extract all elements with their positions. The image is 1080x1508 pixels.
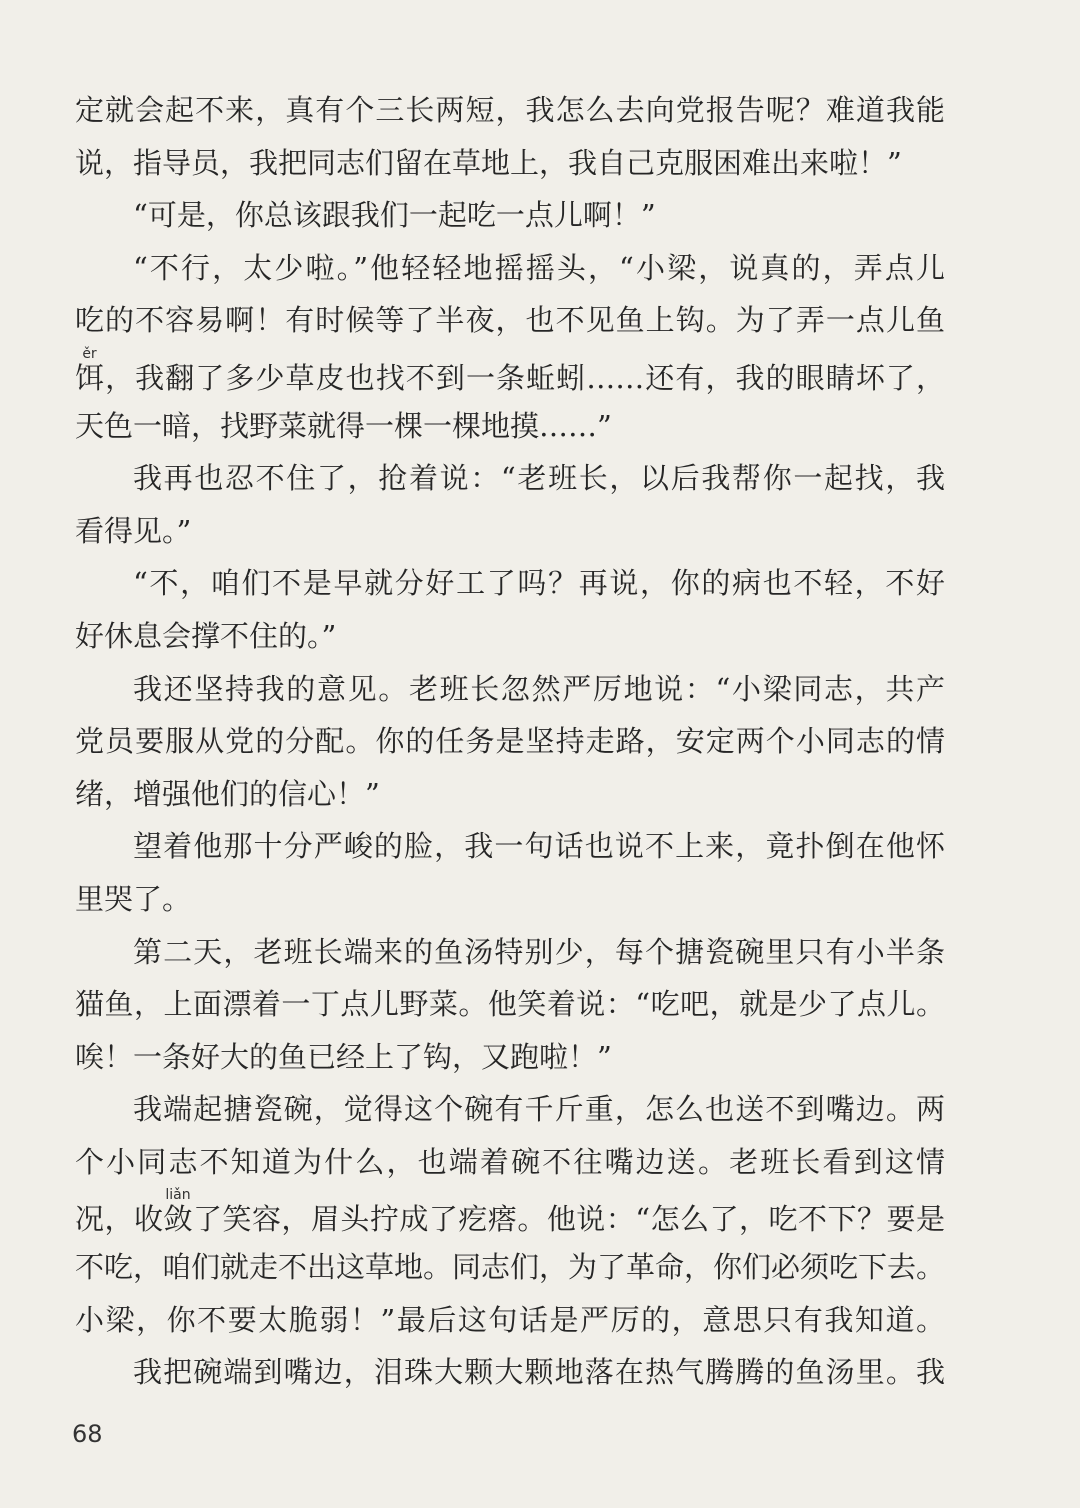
text-segment: 天色一暗，找野菜就得一棵一棵地摸……” (75, 408, 612, 443)
pinyin-annotated-char (163, 1187, 193, 1237)
text-line (75, 610, 945, 663)
text-line (75, 663, 945, 716)
text-segment: 猫鱼，上面漂着一丁点儿野菜。他笑着说：“吃吧，就是少了点儿。 (75, 987, 945, 1022)
text-segment: 说，指导员，我把同志们留在草地上，我自己克服困难出来啦！” (75, 145, 902, 180)
text-line (75, 347, 945, 400)
text-segment: 况，收 (75, 1202, 164, 1237)
pinyin-annotated-char (75, 345, 106, 395)
text-line (75, 452, 945, 505)
text-line (75, 557, 945, 610)
text-segment: 第二天，老班长端来的鱼汤特别少，每个搪瓷碗里只有小半条 (133, 934, 945, 969)
text-line (75, 84, 945, 137)
text-segment: 看得见。” (75, 513, 192, 548)
text-line (75, 294, 945, 347)
text-segment: 吃的不容易啊！有时候等了半夜，也不见鱼上钩。为了弄一点儿鱼 (75, 303, 945, 338)
text-line (75, 768, 945, 821)
text-segment: 我还坚持我的意见。老班长忽然严厉地说：“小梁同志，共产 (133, 671, 945, 706)
page-text-body (75, 84, 945, 1399)
text-line (75, 1136, 945, 1189)
text-segment: 不吃，咱们就走不出这草地。同志们，为了革命，你们必须吃下去。 (75, 1250, 946, 1285)
text-line (75, 1031, 945, 1084)
pinyin-annotation: liǎn (163, 1187, 193, 1204)
text-line (75, 715, 945, 768)
text-line (75, 978, 945, 1031)
text-segment: 好休息会撑不住的。” (75, 618, 337, 653)
text-line (75, 505, 945, 558)
text-line (75, 873, 945, 926)
text-segment: 了笑容，眉头拧成了疙瘩。他说：“怎么了，吃不下？要是 (192, 1202, 945, 1237)
text-segment: 我把碗端到嘴边，泪珠大颗大颗地落在热气腾腾的鱼汤里。我 (133, 1355, 945, 1390)
text-segment: 个小同志不知道为什么，也端着碗不往嘴边送。老班长看到这情 (75, 1144, 945, 1179)
text-segment: 小梁，你不要太脆弱！”最后这句话是严厉的，意思只有我知道。 (75, 1302, 945, 1337)
text-segment: “不行，太少啦。”他轻轻地摇摇头，“小梁，说真的，弄点儿 (133, 250, 945, 285)
text-line (75, 1346, 945, 1399)
text-segment: 里哭了。 (75, 881, 192, 916)
text-segment: “可是，你总该跟我们一起吃一点儿啊！” (133, 198, 656, 233)
text-line (75, 820, 945, 873)
text-line (75, 189, 945, 242)
text-segment: 我端起搪瓷碗，觉得这个碗有千斤重，怎么也送不到嘴边。两 (133, 1092, 945, 1127)
text-line (75, 400, 945, 453)
text-segment: 我再也忍不住了，抢着说：“老班长，以后我帮你一起找，我 (133, 461, 945, 496)
pinyin-annotation: ěr (75, 345, 104, 362)
text-line (75, 926, 945, 979)
text-line (75, 1083, 945, 1136)
page-number: 68 (72, 1420, 103, 1448)
annotated-character: 敛 (163, 1202, 193, 1237)
annotated-character: 饵 (75, 360, 106, 395)
text-segment: 党员要服从党的分配。你的任务是坚持走路，安定两个小同志的情 (75, 724, 945, 759)
text-line (75, 1294, 945, 1347)
text-line (75, 242, 945, 295)
text-line (75, 1241, 945, 1294)
text-line (75, 137, 945, 190)
text-segment: ，我翻了多少草皮也找不到一条蚯蚓……还有，我的眼睛坏了， (105, 360, 945, 395)
text-segment: 绪，增强他们的信心！” (75, 776, 380, 811)
text-segment: “不，咱们不是早就分好工了吗？再说，你的病也不轻，不好 (133, 566, 945, 601)
text-segment: 定就会起不来，真有个三长两短，我怎么去向党报告呢？难道我能 (75, 93, 945, 127)
text-segment: 唉！一条好大的鱼已经上了钩，又跑啦！” (75, 1039, 612, 1074)
text-segment: 望着他那十分严峻的脸，我一句话也说不上来，竟扑倒在他怀 (133, 829, 945, 864)
text-line (75, 1188, 945, 1241)
